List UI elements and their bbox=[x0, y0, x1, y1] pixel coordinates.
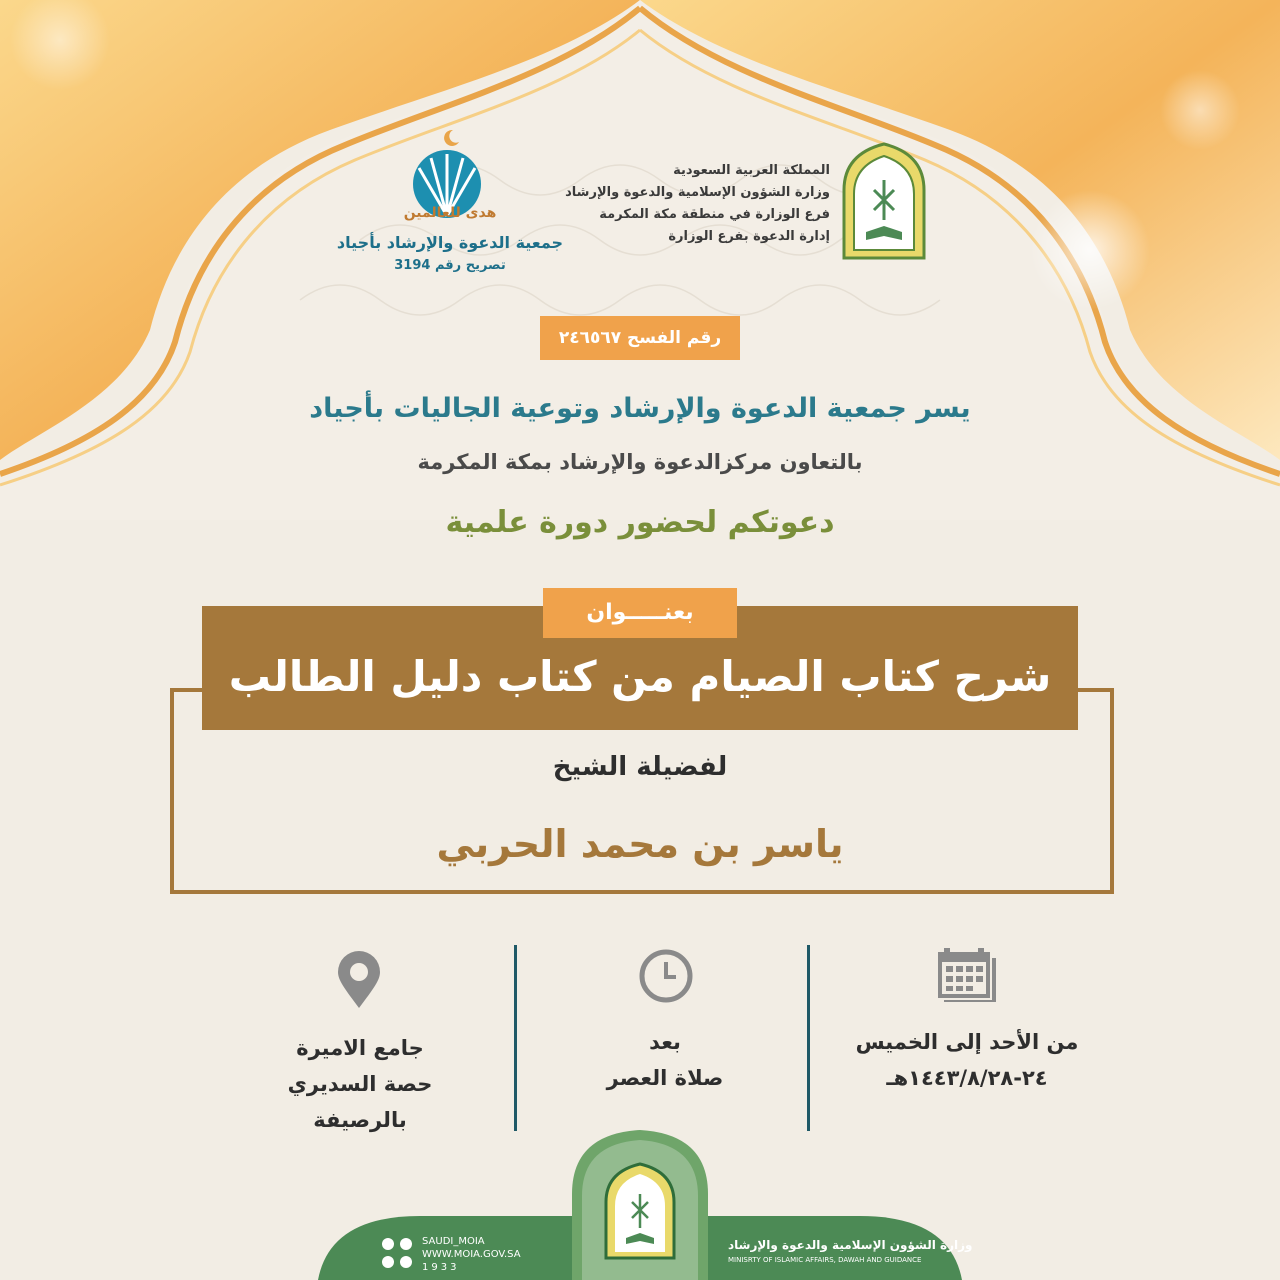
info-divider-left bbox=[514, 945, 517, 1131]
footer-website[interactable]: WWW.MOIA.GOV.SA bbox=[422, 1249, 521, 1260]
ministry-line-2: وزارة الشؤون الإسلامية والدعوة والإرشاد bbox=[565, 185, 830, 200]
title-label-badge: بعنـــــوان bbox=[543, 588, 737, 638]
invitation-text: دعوتكم لحضور دورة علمية bbox=[445, 505, 835, 540]
course-title: شرح كتاب الصيام من كتاب دليل الطالب bbox=[228, 652, 1052, 701]
intro-line-1: يسر جمعية الدعوة والإرشاد وتوعية الجاليات بأجياد bbox=[309, 393, 971, 424]
ministry-line-3: فرع الوزارة في منطقة مكة المكرمة bbox=[599, 207, 830, 222]
intro-line-2: بالتعاون مركزالدعوة والإرشاد بمكة المكرمة bbox=[417, 450, 863, 474]
date-info bbox=[822, 1024, 1112, 1096]
footer-year: 1933 bbox=[422, 1262, 460, 1273]
footer-ministry-emblem-icon bbox=[600, 1160, 680, 1260]
permit-number-badge: رقم الفسح ٢٤٦٥٦٧ bbox=[540, 316, 740, 360]
footer-ministry-ar: وزارة الشؤون الإسلامية والدعوة والإرشاد bbox=[728, 1238, 973, 1252]
date-days: من الأحد إلى الخميس bbox=[855, 1030, 1079, 1054]
footer-ministry-en: MINISRTY OF ISLAMIC AFFAIRS, DAWAH AND GUIDANCE bbox=[728, 1256, 922, 1264]
ministry-line-4: إدارة الدعوة بفرع الوزارة bbox=[668, 229, 830, 244]
location-line-1: جامع الاميرة bbox=[296, 1036, 424, 1060]
instagram-icon bbox=[400, 1238, 412, 1250]
huda-brand-text: هدى للعالمين bbox=[403, 205, 497, 221]
location-info bbox=[225, 1030, 495, 1138]
youtube-icon bbox=[400, 1256, 412, 1268]
clock-icon bbox=[638, 948, 694, 1004]
location-line-3: بالرصيفة bbox=[313, 1108, 407, 1132]
footer-handle[interactable]: SAUDI_MOIA bbox=[422, 1236, 485, 1247]
association-permit: تصريح رقم 3194 bbox=[394, 258, 506, 273]
sheikh-label: لفضيلة الشيخ bbox=[552, 752, 728, 782]
time-value: صلاة العصر bbox=[606, 1066, 724, 1090]
twitter-icon bbox=[382, 1238, 394, 1250]
calendar-icon bbox=[936, 944, 998, 1002]
sheikh-name: ياسر بن محمد الحربي bbox=[436, 822, 844, 866]
ministry-emblem-icon bbox=[836, 140, 932, 260]
facebook-icon bbox=[382, 1256, 394, 1268]
info-divider-right bbox=[807, 945, 810, 1131]
ministry-line-1: المملكة العربية السعودية bbox=[673, 163, 830, 178]
time-info bbox=[530, 1024, 800, 1096]
ministry-header-text bbox=[560, 160, 830, 248]
time-label: بعد bbox=[649, 1030, 681, 1054]
date-range: ٢٤-١٤٤٣/٨/٢٨هـ bbox=[886, 1066, 1048, 1090]
location-pin-icon bbox=[336, 950, 382, 1010]
social-icons bbox=[380, 1236, 416, 1274]
association-name: جمعية الدعوة والإرشاد بأجياد bbox=[336, 233, 564, 252]
location-line-2: حصة السديري bbox=[287, 1072, 433, 1096]
